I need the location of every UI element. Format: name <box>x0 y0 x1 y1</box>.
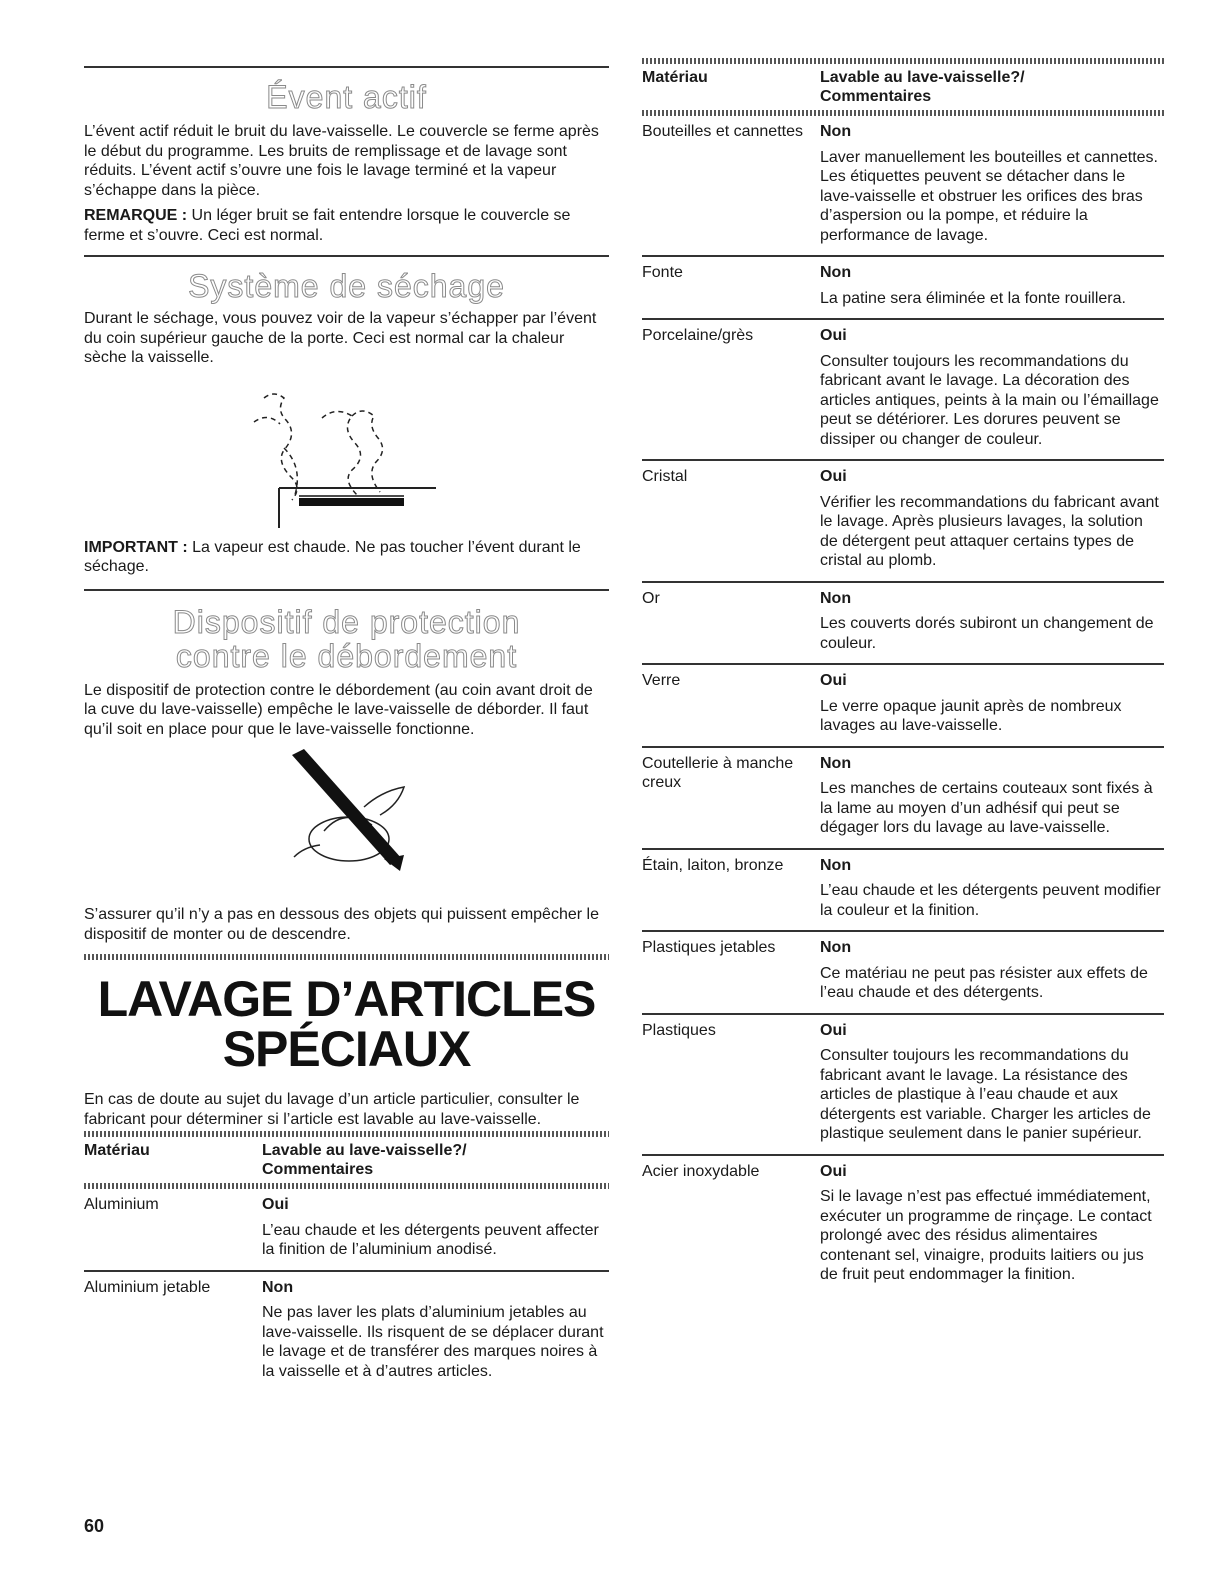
comment-text: Ce matériau ne peut pas résister aux effets de l’eau chaude et des détergents. <box>820 964 1148 1001</box>
page-number: 60 <box>84 1516 105 1536</box>
comment-text: Vérifier les recommandations du fabricant avant le lavage. Après plusieurs lavages, la solution de détergent peut attaquer certains types de cristal au plomb. <box>820 493 1159 569</box>
steam-illustration <box>84 378 609 528</box>
table-row <box>642 116 1164 255</box>
comment-text: La patine sera éliminée et la fonte rouillera. <box>820 289 1126 307</box>
material-cell: Plastiques jetables <box>642 939 776 956</box>
comment-text: Ne pas laver les plats d’aluminium jetables au lave-vaisselle. Ils risquent de se déplacer durant le lavage et de transférer des marques noires à la vaisselle et à d’autres articles. <box>262 1304 604 1380</box>
table-row <box>642 255 1164 318</box>
comment-text: Les manches de certains couteaux sont fixés à la lame au moyen d’un adhésif qui peut se dégager lors du lavage au lave-vaisselle. <box>820 780 1153 836</box>
comment-text: L’eau chaude et les détergents peuvent modifier la couleur et la finition. <box>820 882 1161 919</box>
table-header-comment <box>820 68 1164 106</box>
answer-text: Oui <box>820 1021 847 1039</box>
section-divider <box>84 66 609 68</box>
overflow-body: Le dispositif de protection contre le débordement (au coin avant droit de la cuve du lave-vaisselle) empêche le lave-vaisselle de déborder. Il faut qu’il soit en place pour que le lave-vaisselle fonctionne. <box>84 681 593 738</box>
section-divider <box>84 255 609 257</box>
comment-cell <box>820 671 1164 736</box>
material-cell: Cristal <box>642 468 688 485</box>
comment-cell <box>820 326 1164 449</box>
note-label: REMARQUE : <box>84 207 188 224</box>
material-cell: Fonte <box>642 264 683 281</box>
table-header-comment <box>262 1141 609 1179</box>
comment-cell <box>820 122 1164 245</box>
answer-text: Non <box>820 856 852 874</box>
answer-text: Non <box>820 589 852 607</box>
important-text: La vapeur est chaude. Ne pas toucher l’évent durant le séchage. <box>84 538 581 575</box>
table-row <box>642 930 1164 1013</box>
answer-text: Oui <box>820 1162 847 1180</box>
comment-cell <box>820 263 1164 308</box>
comment-text: Si le lavage n’est pas effectué immédiatement, exécuter un programme de rinçage. Le contact prolongé avec des résidus alimentaires contenant sel, vinaigre, produits laitiers ou jus de fruit peut endommager la finition. <box>820 1188 1152 1283</box>
table-header-comment-line2: Commentaires <box>820 88 932 105</box>
comment-text: Consulter toujours les recommandations du fabricant avant le lavage. La résistance des articles de plastique à l’eau chaude et aux détergents est variable. Charger les articles de plastique seulement dans le panier supérieur. <box>820 1047 1151 1142</box>
table-header-material: Matériau <box>84 1142 150 1159</box>
special-intro: En cas de doute au sujet du lavage d’un article particulier, consulter le fabricant pour déterminer si l’article est lavable au lave-vaisselle. <box>84 1091 580 1128</box>
comment-cell <box>262 1278 609 1382</box>
important-label: IMPORTANT : <box>84 538 188 556</box>
table-row <box>642 663 1164 746</box>
answer-text: Non <box>820 123 852 140</box>
event-note <box>84 206 609 245</box>
section-divider <box>84 589 609 591</box>
answer-text: Oui <box>262 1196 289 1213</box>
table-row <box>642 581 1164 664</box>
table-row <box>642 1013 1164 1154</box>
comment-text: Consulter toujours les recommandations du fabricant avant le lavage. La décoration des articles antiques, peints à la main ou l’émaillage peut se détériorer. Les dorures peuvent se dissiper ou changer de couleur. <box>820 352 1159 448</box>
material-cell: Étain, laiton, bronze <box>642 856 784 874</box>
comment-text: L’eau chaude et les détergents peuvent affecter la finition de l’aluminium anodisé. <box>262 1221 599 1258</box>
answer-text: Non <box>820 264 852 281</box>
table-header-comment-line1: Lavable au lave-vaisselle?/ <box>820 69 1025 86</box>
table-row <box>642 459 1164 581</box>
drying-heading: Système de séchage <box>188 268 505 304</box>
material-cell: Porcelaine/grès <box>642 327 754 344</box>
material-cell: Or <box>642 589 660 607</box>
comment-cell <box>820 467 1164 571</box>
table-row <box>84 1189 609 1270</box>
answer-text: Oui <box>820 672 847 689</box>
comment-text: Laver manuellement les bouteilles et cannettes. Les étiquettes peuvent se détacher dans le lave-vaisselle et obstruer les orifices des bras d’aspersion ou la pompe, et réduire la performance de lavage. <box>820 148 1158 244</box>
material-cell: Aluminium jetable <box>84 1278 211 1296</box>
answer-text: Non <box>820 939 852 956</box>
table-header-material: Matériau <box>642 69 708 86</box>
comment-text: Le verre opaque jaunit après de nombreux lavages au lave-vaisselle. <box>820 697 1122 734</box>
material-cell: Aluminium <box>84 1196 159 1213</box>
comment-cell <box>820 1162 1164 1285</box>
overflow-heading-line2: contre le débordement <box>175 637 518 674</box>
table-row <box>642 746 1164 848</box>
overflow-caution: S’assurer qu’il n’y a pas en dessous des objets qui puissent empêcher le dispositif de monter ou de descendre. <box>84 906 599 943</box>
drying-body: Durant le séchage, vous pouvez voir de la vapeur s’échapper par l’évent du coin supérieur gauche de la porte. Ceci est normal car la chaleur sèche la vaisselle. <box>84 310 597 366</box>
answer-text: Oui <box>820 327 847 344</box>
overflow-heading-line1: Dispositif de protection <box>172 603 521 640</box>
event-heading: Évent actif <box>266 79 427 115</box>
comment-cell <box>820 938 1164 1003</box>
table-row <box>642 848 1164 931</box>
answer-text: Non <box>262 1278 294 1296</box>
material-cell: Verre <box>642 672 681 689</box>
left-table-rows <box>84 1189 609 1391</box>
drying-important <box>84 538 609 577</box>
material-cell: Plastiques <box>642 1021 716 1039</box>
comment-text: Les couverts dorés subiront un changement de couleur. <box>820 615 1154 652</box>
table-row <box>84 1270 609 1392</box>
table-header-comment-line1: Lavable au lave-vaisselle?/ <box>262 1142 467 1159</box>
comment-cell <box>262 1195 609 1260</box>
note-text: Un léger bruit se fait entendre lorsque le couvercle se ferme et s’ouvre. Ceci est normal. <box>84 207 571 244</box>
right-table-rows <box>642 116 1164 1295</box>
comment-cell <box>820 1021 1164 1144</box>
left-column <box>84 0 609 1391</box>
table-header <box>84 1137 609 1183</box>
comment-cell <box>820 754 1164 838</box>
answer-text: Non <box>820 754 852 772</box>
table-row <box>642 1154 1164 1295</box>
material-cell: Acier inoxydable <box>642 1162 760 1180</box>
special-title-line2: SPÉCIAUX <box>222 1021 471 1077</box>
section-divider <box>84 954 609 960</box>
material-cell: Bouteilles et cannettes <box>642 123 803 140</box>
table-header-comment-line2: Commentaires <box>262 1161 374 1178</box>
material-cell: Coutellerie à manche creux <box>642 754 794 791</box>
float-illustration <box>84 747 609 897</box>
special-title-line1: LAVAGE D’ARTICLES <box>97 971 596 1027</box>
table-header <box>642 64 1164 110</box>
table-row <box>642 318 1164 459</box>
right-column <box>642 0 1164 1295</box>
event-body: L’évent actif réduit le bruit du lave-vaisselle. Le couvercle se ferme après le début du programme. Les bruits de remplissage et de lavage sont réduits. L’évent actif s’ouvre une fois le lavage terminé et la vapeur s’échappe dans la pièce. <box>84 123 599 199</box>
comment-cell <box>820 589 1164 654</box>
comment-cell <box>820 856 1164 921</box>
answer-text: Oui <box>820 468 847 485</box>
